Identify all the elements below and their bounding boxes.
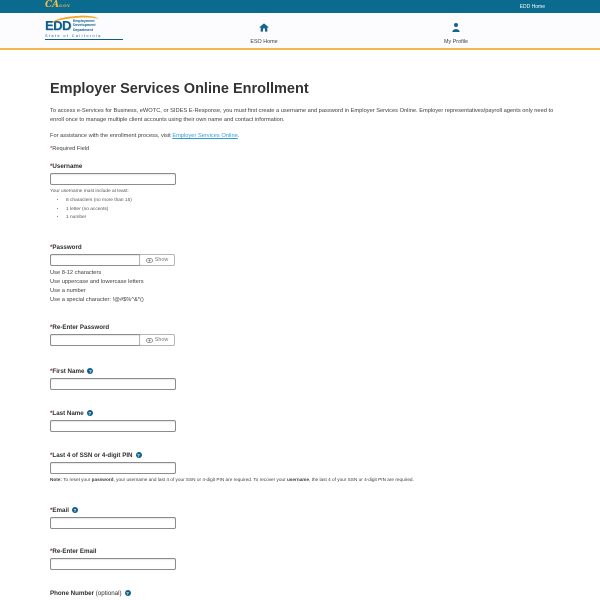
eye-icon	[146, 338, 153, 343]
ssn-note-bold: password	[91, 477, 114, 483]
email-label-text: Email	[52, 507, 69, 515]
edd-logo[interactable]	[45, 18, 123, 40]
username-hint-item: • 1 letter (no accents)	[66, 207, 557, 212]
last-name-label	[50, 410, 557, 417]
reenter-email-group	[50, 548, 557, 570]
ca-gov-logo[interactable]	[45, 1, 71, 10]
required-marker: *	[50, 507, 53, 515]
utility-bar	[0, 0, 600, 13]
username-group	[50, 163, 557, 220]
username-label-text: Username	[52, 163, 83, 171]
required-field-label: Required Field	[52, 146, 90, 153]
reenter-password-label	[50, 324, 557, 331]
username-input[interactable]	[50, 173, 176, 185]
ssn-input[interactable]	[50, 462, 176, 474]
reenter-password-input[interactable]	[50, 334, 140, 346]
username-hints-list	[66, 198, 557, 220]
required-marker: *	[50, 410, 53, 418]
nav-eso-home-label: ESO Home	[250, 39, 278, 45]
first-name-label-text: First Name	[52, 368, 85, 376]
phone-label	[50, 590, 557, 597]
assistance-text-suffix: .	[237, 133, 240, 140]
password-show-button[interactable]	[139, 254, 175, 266]
assistance-paragraph	[50, 133, 557, 139]
edd-logo-department-text: Employment Development Department	[72, 18, 96, 32]
username-hint-item: • 8 characters (no more than 15)	[66, 198, 557, 203]
ssn-note-bold: Note:	[50, 477, 62, 483]
edd-logo-text: EDD	[45, 18, 71, 33]
first-name-label	[50, 368, 557, 375]
last-name-help-icon[interactable]: ?	[88, 410, 92, 416]
first-name-group	[50, 368, 557, 390]
ssn-label	[50, 452, 557, 459]
phone-help-icon[interactable]: ?	[126, 590, 129, 596]
reenter-email-label-text: Re-Enter Email	[52, 548, 97, 556]
required-marker: *	[50, 452, 53, 460]
site-header	[0, 13, 600, 48]
ssn-group	[50, 452, 557, 482]
edd-logo-tagline: State of California	[45, 34, 123, 40]
password-hint-line: Use 8-12 characters	[50, 270, 102, 277]
edd-home-link[interactable]: EDD Home	[519, 3, 545, 10]
password-hints	[50, 269, 557, 305]
ssn-note-bold: username	[286, 477, 310, 483]
home-icon	[259, 23, 269, 32]
intro-paragraph: To access e-Services for Business, eWOTC, or SIDES E-Response, you must first create a username and password in Employer Services Online. Employer representatives/payroll agents only need to enroll once to manage multiple client accounts using their own name and contact information.	[50, 108, 554, 124]
password-hint-line: Use uppercase and lowercase letters	[50, 279, 144, 286]
username-label	[50, 163, 557, 170]
username-hint-item: • 1 number	[66, 215, 557, 220]
reenter-password-show-button[interactable]	[139, 334, 175, 346]
password-group	[50, 244, 557, 305]
last-name-label-text: Last Name	[52, 410, 84, 418]
first-name-input[interactable]	[50, 378, 176, 390]
password-show-label: Show	[154, 257, 169, 264]
required-marker: *	[50, 163, 53, 171]
required-marker: *	[50, 146, 53, 153]
ssn-label-text: Last 4 of SSN or 4-digit PIN	[52, 452, 133, 460]
password-label-text: Password	[52, 244, 82, 252]
password-input[interactable]	[50, 254, 140, 266]
reenter-password-label-text: Re-Enter Password	[52, 324, 110, 332]
reenter-password-group	[50, 324, 557, 346]
required-marker: *	[50, 324, 53, 332]
email-label	[50, 507, 557, 514]
required-marker: *	[50, 368, 53, 376]
page-title: Employer Services Online Enrollment	[50, 81, 309, 97]
ssn-help-icon[interactable]: ?	[137, 452, 140, 458]
employer-services-online-link[interactable]: Employer Services Online	[172, 133, 238, 140]
ssn-note: Note: To reset your password, your username and last 4 of your SSN or 4-digit PIN are required. To recover your username, the last 4 of your SSN or 4-digit PIN are required.	[50, 477, 414, 483]
phone-label-text: Phone Number	[50, 590, 95, 598]
required-marker: *	[50, 244, 53, 252]
reenter-email-input[interactable]	[50, 558, 176, 570]
nav-my-profile-label: My Profile	[444, 39, 468, 45]
first-name-help-icon[interactable]: ?	[89, 368, 92, 374]
nav-eso-home[interactable]	[234, 19, 294, 45]
username-hint-title: Your username must include at least:	[50, 189, 129, 195]
required-field-note	[50, 146, 557, 152]
email-help-icon[interactable]: ?	[73, 507, 77, 513]
person-icon	[452, 23, 460, 32]
phone-group	[50, 590, 557, 600]
email-group	[50, 507, 557, 529]
nav-my-profile[interactable]	[426, 19, 486, 45]
eye-icon	[146, 258, 153, 263]
password-label	[50, 244, 557, 251]
reenter-password-show-label: Show	[154, 337, 169, 344]
phone-optional-text: (optional)	[95, 590, 122, 598]
password-hint-line: Use a special character: !@#$%^&*()	[50, 297, 144, 304]
required-marker: *	[50, 548, 53, 556]
enrollment-page	[0, 50, 600, 600]
assistance-text: For assistance with the enrollment process, visit	[50, 133, 173, 140]
ca-gov-logo-sub: GOV	[59, 3, 71, 8]
reenter-email-label	[50, 548, 557, 555]
email-input[interactable]	[50, 517, 176, 529]
ca-gov-logo-text: CA	[45, 0, 60, 10]
password-hint-line: Use a number	[50, 288, 86, 295]
last-name-group	[50, 410, 557, 432]
last-name-input[interactable]	[50, 420, 176, 432]
